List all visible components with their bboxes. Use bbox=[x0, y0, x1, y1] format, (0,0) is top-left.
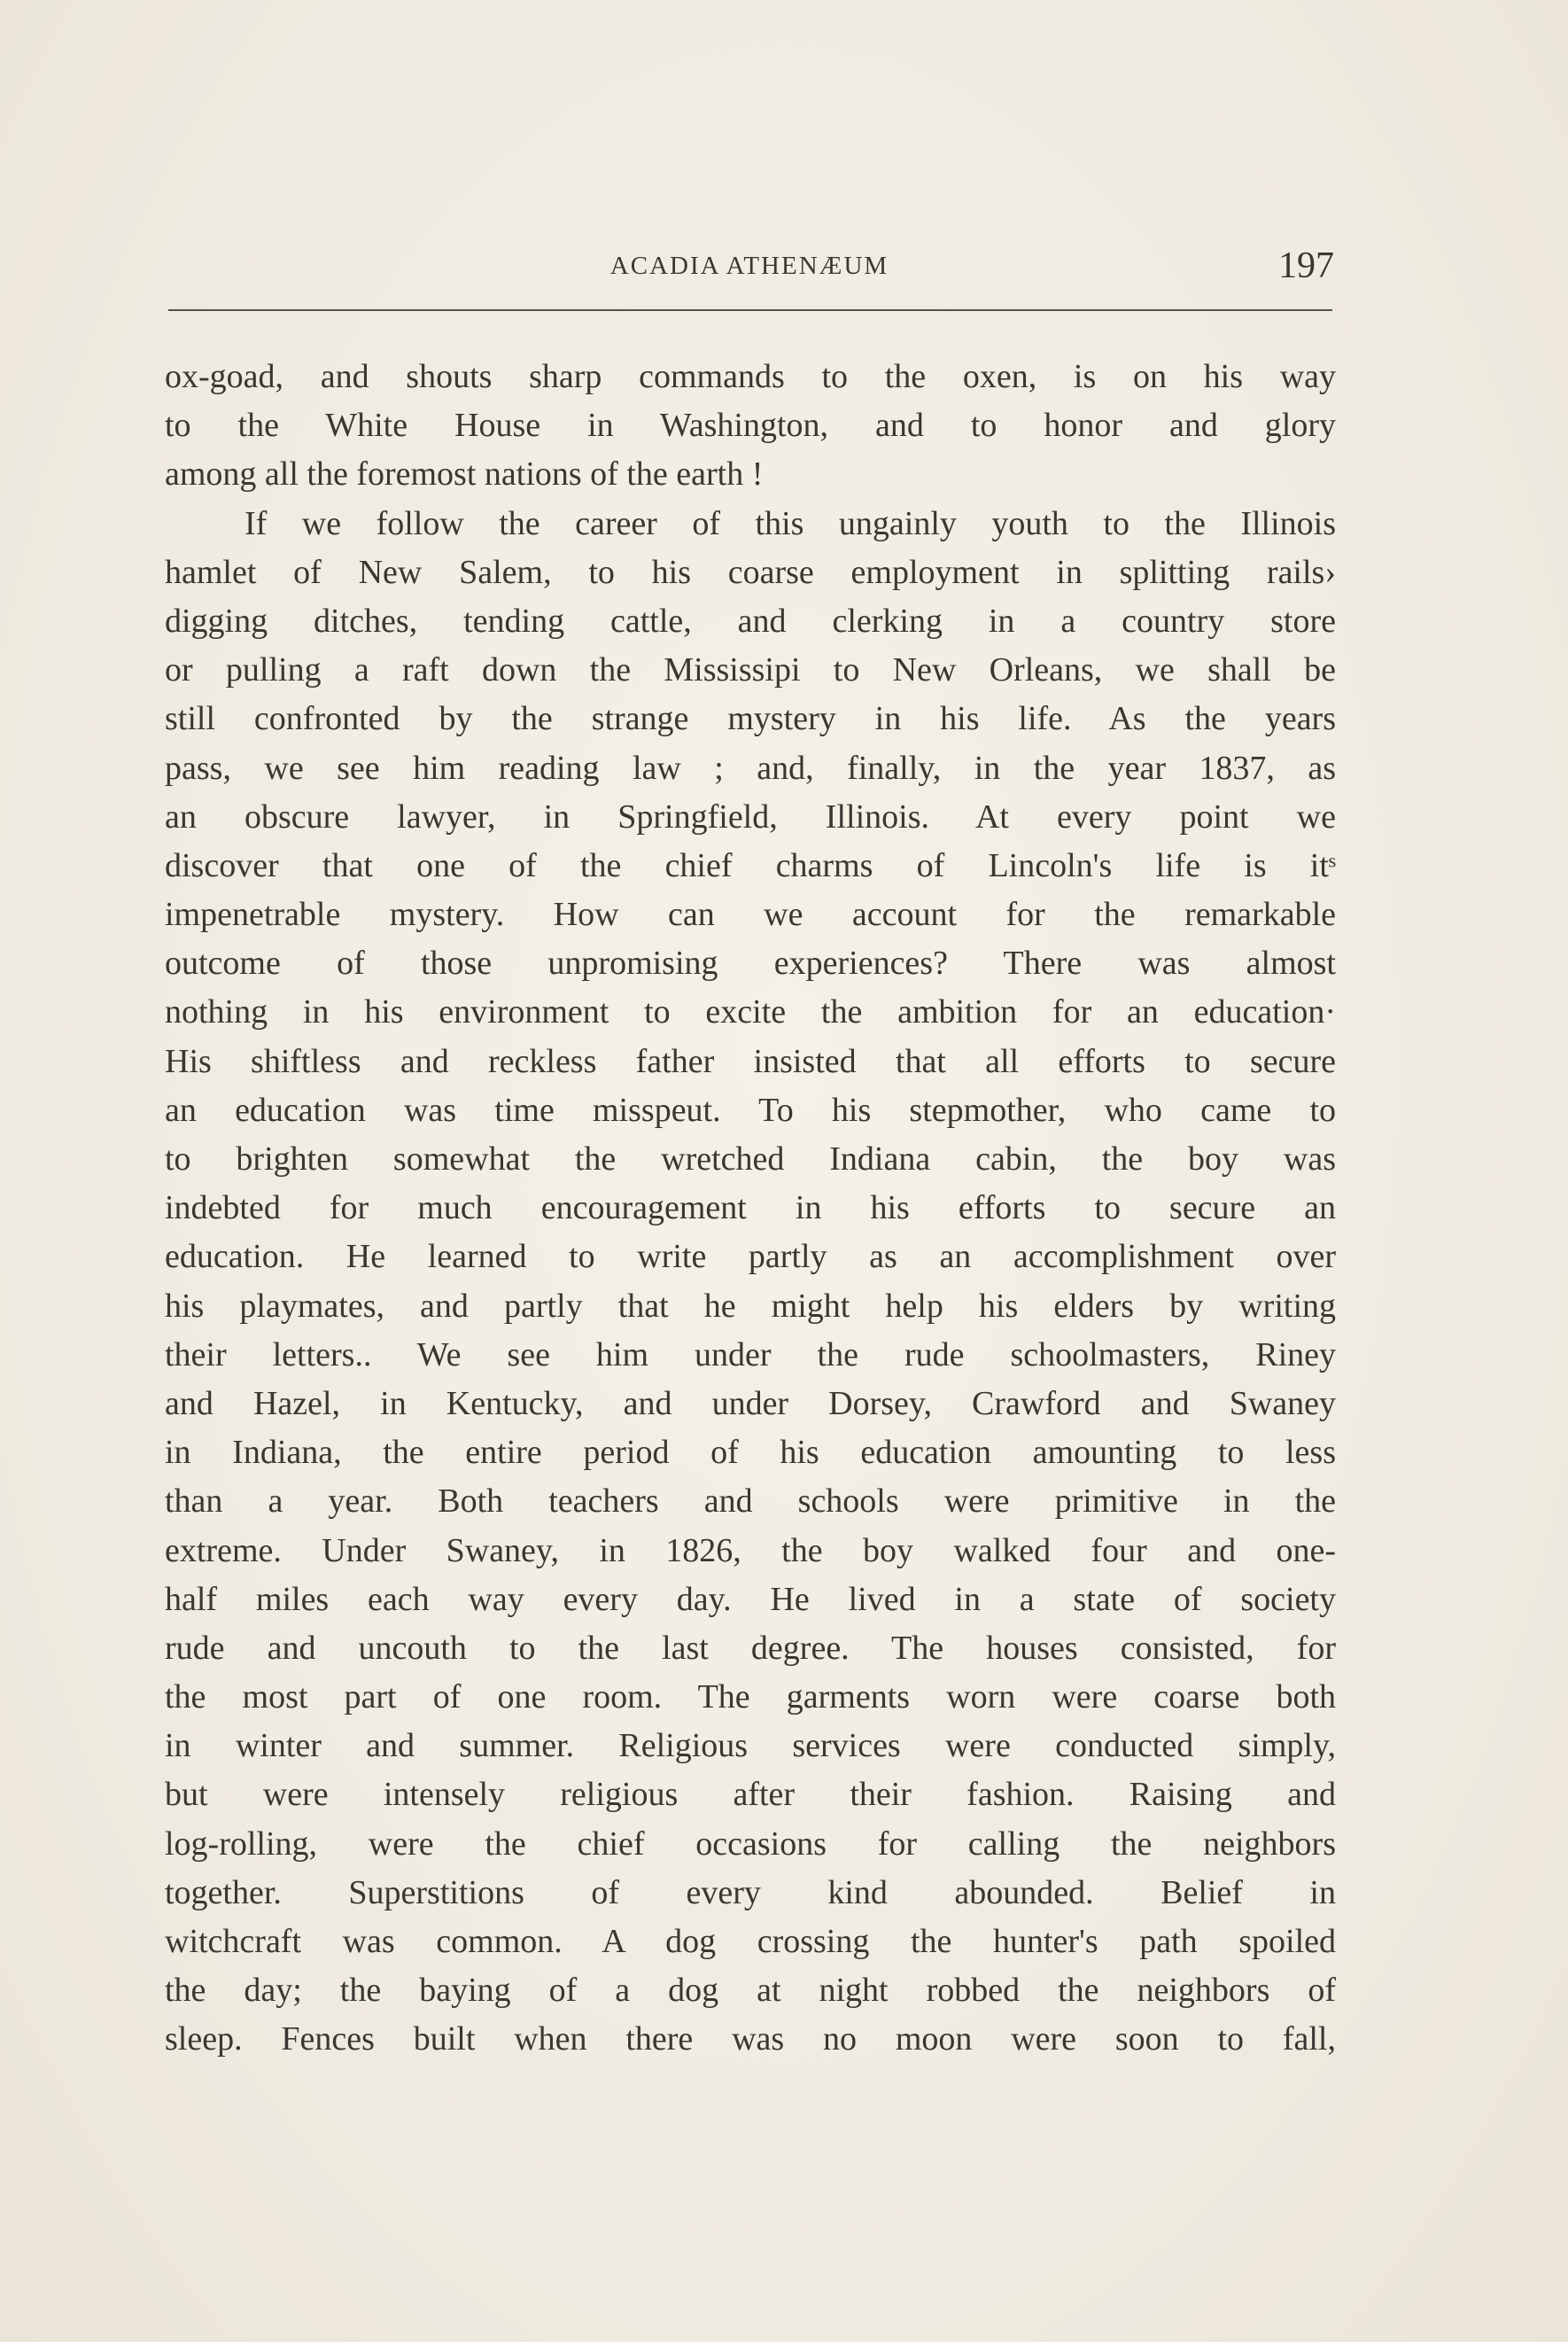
text-line: ox-goad, and shouts sharp commands to the oxen, is on his way bbox=[165, 358, 1336, 395]
text-line: His shiftless and reckless father insisted that all efforts to secure bbox=[165, 1042, 1336, 1080]
text-line: rude and uncouth to the last degree. The houses consisted, for bbox=[165, 1629, 1336, 1667]
text-line: impenetrable mystery. How can we account for the remarkable bbox=[165, 896, 1336, 934]
running-title: ACADIA ATHENÆUM bbox=[609, 252, 889, 280]
page-number: 197 bbox=[1278, 245, 1334, 286]
text-line: their letters.. We see him under the rude schoolmasters, Riney bbox=[165, 1335, 1336, 1373]
text-line: nothing in his environment to excite the ambition for an education· bbox=[165, 993, 1336, 1031]
text-line: in Indiana, the entire period of his education amounting to less bbox=[165, 1434, 1336, 1472]
text-line: than a year. Both teachers and schools were primitive in the bbox=[165, 1482, 1336, 1521]
text-line: digging ditches, tending cattle, and clerking in a country store bbox=[165, 602, 1336, 640]
text-line: sleep. Fences built when there was no moon were soon to fall, bbox=[165, 2020, 1336, 2058]
header-rule bbox=[168, 309, 1332, 311]
text-line: and Hazel, in Kentucky, and under Dorsey, Crawford and Swaney bbox=[165, 1384, 1336, 1422]
text-line: outcome of those unpromising experiences? There was almost bbox=[165, 945, 1336, 983]
page-header bbox=[165, 245, 1334, 294]
text-line: the most part of one room. The garments worn were coarse both bbox=[165, 1678, 1336, 1716]
text-line: but were intensely religious after their fashion. Raising and bbox=[165, 1776, 1336, 1814]
body-text bbox=[165, 353, 1336, 2065]
text-line: to brighten somewhat the wretched Indiana cabin, the boy was bbox=[165, 1140, 1336, 1178]
text-line: log-rolling, were the chief occasions for calling the neighbors bbox=[165, 1825, 1336, 1863]
text-line: his playmates, and partly that he might help his elders by writing bbox=[165, 1287, 1336, 1325]
text-line: in winter and summer. Religious services were conducted simply, bbox=[165, 1727, 1336, 1765]
text-line: still confronted by the strange mystery in his life. As the years bbox=[165, 700, 1336, 738]
text-line: witchcraft was common. A dog crossing the hunter's path spoiled bbox=[165, 1923, 1336, 1960]
text-line: to the White House in Washington, and to honor and glory bbox=[165, 407, 1336, 445]
text-line: indebted for much encouragement in his efforts to secure an bbox=[165, 1189, 1336, 1227]
text-line: an obscure lawyer, in Springfield, Illinois. At every point we bbox=[165, 798, 1336, 836]
text-line: pass, we see him reading law ; and, finally, in the year 1837, as bbox=[165, 749, 1336, 787]
text-line: discover that one of the chief charms of Lincoln's life is itˢ bbox=[165, 846, 1336, 884]
text-line: hamlet of New Salem, to his coarse employment in splitting rails› bbox=[165, 553, 1336, 591]
text-line: half miles each way every day. He lived in a state of society bbox=[165, 1580, 1336, 1618]
text-line: the day; the baying of a dog at night robbed the neighbors of bbox=[165, 1972, 1336, 2010]
text-line: among all the foremost nations of the earth ! bbox=[165, 455, 764, 494]
text-line: If we follow the career of this ungainly youth to the Illinois bbox=[245, 504, 1336, 542]
text-line: together. Superstitions of every kind abounded. Belief in bbox=[165, 1873, 1336, 1911]
text-line: extreme. Under Swaney, in 1826, the boy walked four and one- bbox=[165, 1531, 1336, 1569]
text-line: an education was time misspeut. To his stepmother, who came to bbox=[165, 1091, 1336, 1129]
text-line: or pulling a raft down the Mississipi to New Orleans, we shall be bbox=[165, 651, 1336, 689]
text-line: education. He learned to write partly as an accomplishment over bbox=[165, 1238, 1336, 1276]
